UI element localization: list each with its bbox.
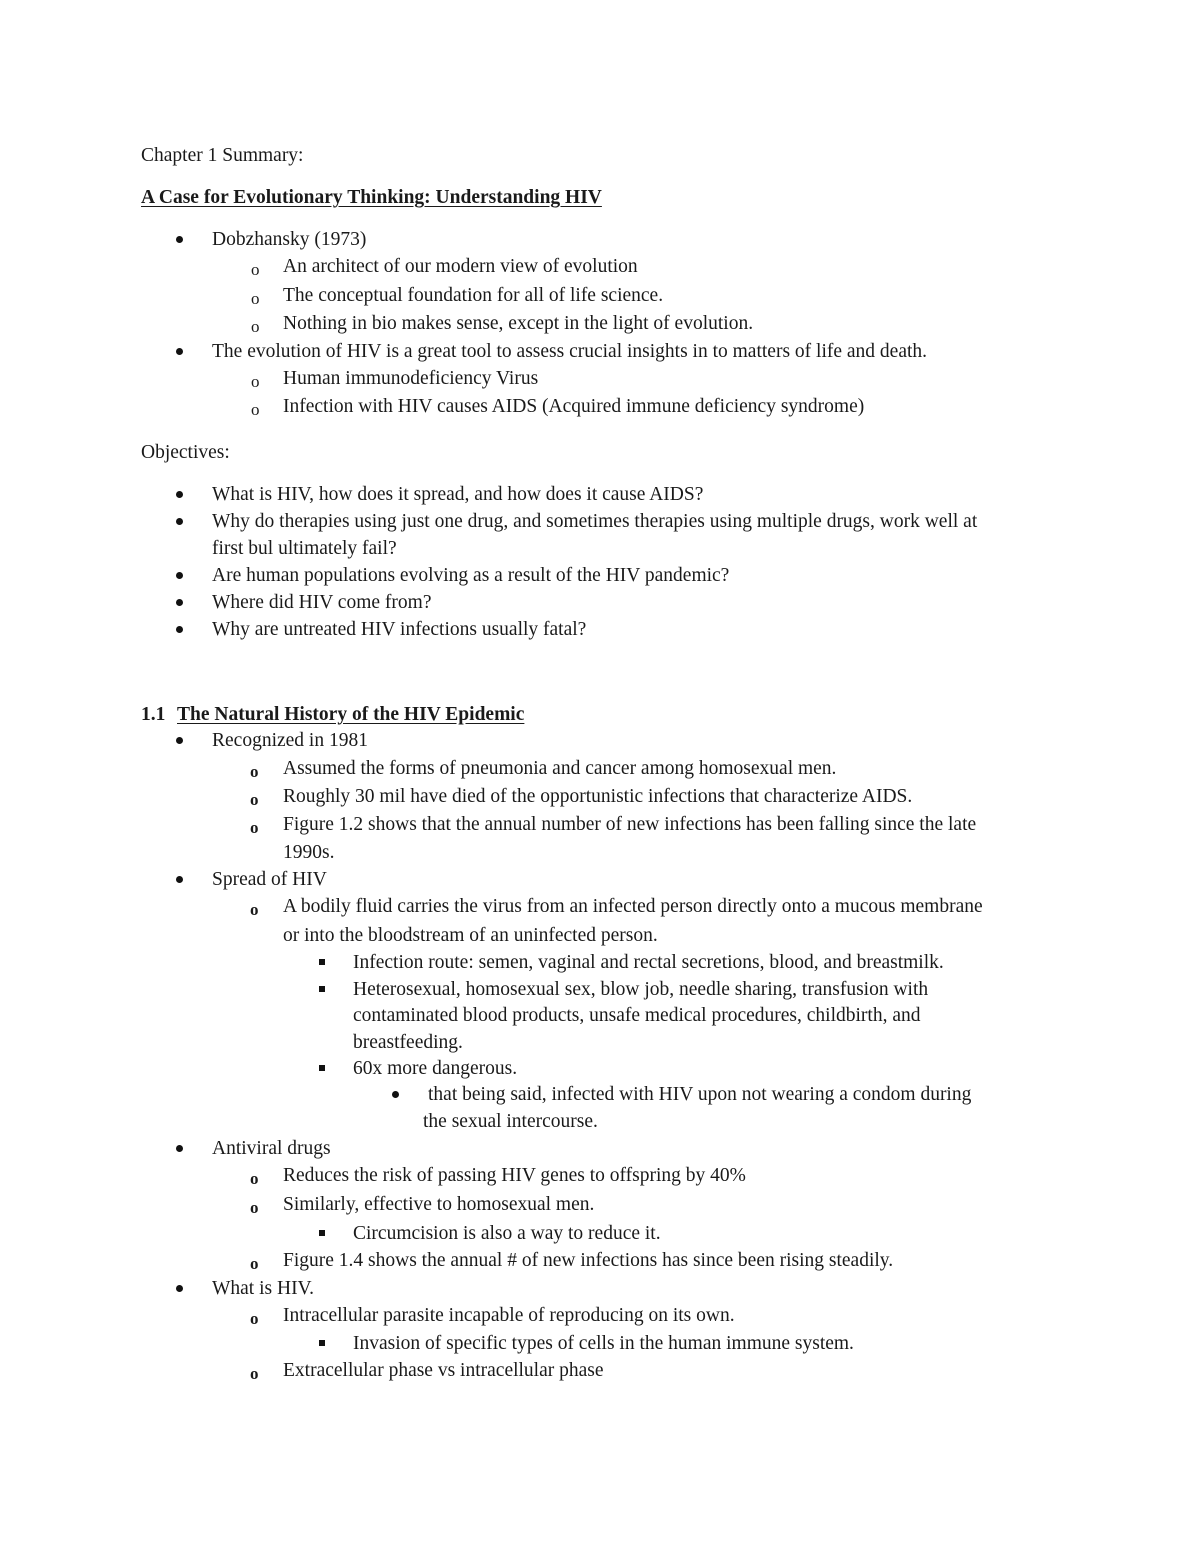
list-item: that being said, infected with HIV upon not wearing a condom during — [428, 1084, 972, 1105]
list-item: Infection route: semen, vaginal and rectal secretions, blood, and breastmilk. — [353, 952, 944, 973]
list-item: Figure 1.4 shows the annual # of new infections has since been rising steadily. — [283, 1250, 894, 1271]
sub-bullet-icon: o — [250, 1169, 259, 1188]
sub-bullet-icon: o — [250, 818, 259, 837]
list-item-continued: contaminated blood products, unsafe medical procedures, childbirth, and — [353, 1005, 921, 1026]
list-item: Extracellular phase vs intracellular phase — [283, 1360, 604, 1381]
list-item: The conceptual foundation for all of life science. — [283, 285, 664, 306]
list-item: Infection with HIV causes AIDS (Acquired immune deficiency syndrome) — [283, 396, 865, 417]
square-bullet-icon — [319, 959, 325, 965]
square-bullet-icon — [319, 1065, 325, 1071]
square-bullet-icon — [319, 986, 325, 992]
list-item-continued: the sexual intercourse. — [423, 1111, 598, 1132]
list-item: Similarly, effective to homosexual men. — [283, 1194, 595, 1215]
list-item: A bodily fluid carries the virus from an infected person directly onto a mucous membrane — [283, 896, 983, 917]
bullet-icon — [176, 876, 183, 883]
sub-bullet-icon: o — [250, 762, 259, 781]
list-item-continued: first bul ultimately fail? — [212, 538, 397, 559]
list-item: What is HIV, how does it spread, and how does it cause AIDS? — [212, 484, 704, 505]
list-item: Human immunodeficiency Virus — [283, 368, 539, 389]
sub-bullet-icon: o — [251, 372, 260, 391]
sub-bullet-icon: o — [250, 1309, 259, 1328]
list-item: Are human populations evolving as a result of the HIV pandemic? — [212, 565, 730, 586]
list-item: The evolution of HIV is a great tool to assess crucial insights in to matters of life and death. — [212, 341, 928, 362]
sub-bullet-icon: o — [250, 1254, 259, 1273]
sub-bullet-icon: o — [251, 289, 260, 308]
section-title: The Natural History of the HIV Epidemic — [177, 704, 525, 725]
bullet-icon — [176, 1145, 183, 1152]
list-item: Why do therapies using just one drug, and sometimes therapies using multiple drugs, work well at — [212, 511, 978, 532]
list-item: Assumed the forms of pneumonia and cancer among homosexual men. — [283, 758, 837, 779]
list-item: Figure 1.2 shows that the annual number of new infections has been falling since the late — [283, 814, 977, 835]
list-item-continued: breastfeeding. — [353, 1032, 463, 1053]
list-item: Invasion of specific types of cells in the human immune system. — [353, 1333, 854, 1354]
sub-bullet-icon: o — [251, 260, 260, 279]
bullet-icon — [176, 1285, 183, 1292]
list-item: An architect of our modern view of evolution — [283, 256, 638, 277]
list-item: Circumcision is also a way to reduce it. — [353, 1223, 661, 1244]
sub-bullet-icon: o — [250, 1364, 259, 1383]
sub-bullet-icon: o — [251, 400, 260, 419]
list-item-continued: 1990s. — [283, 842, 335, 863]
bullet-icon — [392, 1091, 399, 1098]
sub-bullet-icon: o — [250, 1198, 259, 1217]
list-item: What is HIV. — [212, 1278, 315, 1299]
list-item: Recognized in 1981 — [212, 730, 368, 751]
list-item: Why are untreated HIV infections usually fatal? — [212, 619, 587, 640]
section-number: 1.1 — [141, 704, 166, 725]
list-item: Roughly 30 mil have died of the opportunistic infections that characterize AIDS. — [283, 786, 913, 807]
list-item: Intracellular parasite incapable of reproducing on its own. — [283, 1305, 735, 1326]
document-title: A Case for Evolutionary Thinking: Understanding HIV — [141, 187, 602, 208]
list-item: Dobzhansky (1973) — [212, 229, 367, 250]
bullet-icon — [176, 518, 183, 525]
bullet-icon — [176, 737, 183, 744]
square-bullet-icon — [319, 1340, 325, 1346]
sub-bullet-icon: o — [251, 317, 260, 336]
list-item: Heterosexual, homosexual sex, blow job, needle sharing, transfusion with — [353, 979, 929, 1000]
objectives-label: Objectives: — [141, 442, 230, 463]
chapter-label: Chapter 1 Summary: — [141, 145, 304, 166]
bullet-icon — [176, 236, 183, 243]
bullet-icon — [176, 491, 183, 498]
list-item: Where did HIV come from? — [212, 592, 432, 613]
list-item: Reduces the risk of passing HIV genes to offspring by 40% — [283, 1165, 746, 1186]
bullet-icon — [176, 626, 183, 633]
sub-bullet-icon: o — [250, 790, 259, 809]
list-item: Antiviral drugs — [212, 1138, 331, 1159]
bullet-icon — [176, 348, 183, 355]
bullet-icon — [176, 599, 183, 606]
list-item: Nothing in bio makes sense, except in the light of evolution. — [283, 313, 754, 334]
bullet-icon — [176, 572, 183, 579]
list-item: Spread of HIV — [212, 869, 327, 890]
sub-bullet-icon: o — [250, 900, 259, 919]
square-bullet-icon — [319, 1230, 325, 1236]
list-item: 60x more dangerous. — [353, 1058, 518, 1079]
list-item-continued: or into the bloodstream of an uninfected person. — [283, 925, 658, 946]
